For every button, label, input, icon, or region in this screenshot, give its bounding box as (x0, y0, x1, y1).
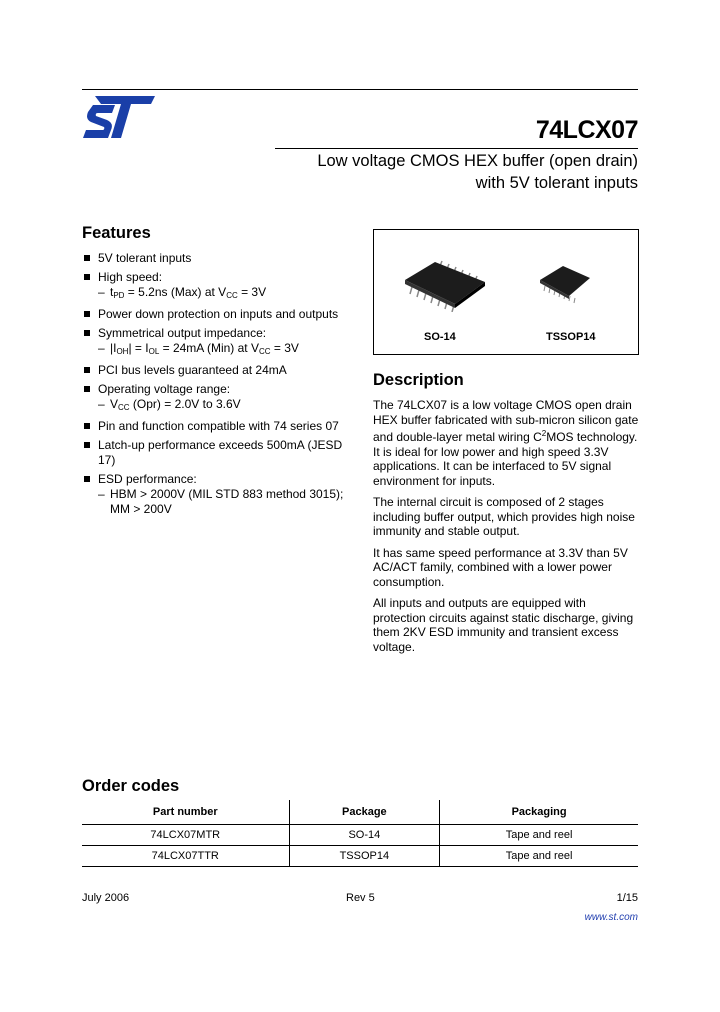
feature-item: Operating voltage range: – $V_{CC}$ (Opr) = 2.0V to 3.6V (82, 382, 362, 415)
description-paragraph: All inputs and outputs are equipped with protection circuits against static discharge, giving them 2KV ESD immunity and transient excess voltage. (373, 596, 634, 654)
feature-item: ESD performance: – HBM > 2000V (MIL STD 883 method 3015); MM > 200V (82, 472, 362, 517)
header-bottom-rule (275, 148, 638, 149)
footer-website-link[interactable]: www.st.com (584, 912, 638, 923)
description-paragraph: It has same speed performance at 3.3V than 5V AC/ACT family, combined with a lower power consumption. (373, 545, 628, 589)
st-logo (83, 96, 155, 138)
order-codes-table (82, 800, 638, 867)
description-paragraph: The 74LCX07 is a low voltage CMOS open drain HEX buffer fabricated with sub-micron silicon gate and double-layer metal wiring $C^2MOS$ technology. It is ideal for low power and high speed 3.3V applications. It can be interfaced to 5V signal environment for inputs. (373, 398, 639, 488)
so14-package-image (400, 252, 490, 312)
subtitle-line-2: with 5V tolerant inputs (475, 174, 638, 192)
table-header-row (82, 800, 638, 825)
column-header: Part number (82, 800, 289, 825)
footer-revision: Rev 5 (346, 892, 375, 904)
feature-item: 5V tolerant inputs (82, 251, 362, 266)
subtitle-line-1: Low voltage CMOS HEX buffer (open drain) (317, 152, 638, 170)
package-caption-tssop14: TSSOP14 (546, 331, 596, 343)
feature-item: Latch-up performance exceeds 500mA (JESD 17) (82, 438, 362, 468)
table-row (82, 846, 638, 867)
feature-item: High speed: – $t_{PD} = 5.2ns$ (Max) at $V_{CC} = 3V$ (82, 270, 362, 303)
description-paragraph: The internal circuit is composed of 2 stages including buffer output, which provides high noise immunity and stable output. (373, 495, 635, 538)
features-heading: Features (82, 224, 151, 242)
header-top-rule (82, 89, 638, 90)
table-cell: Tape and reel (440, 825, 638, 846)
feature-item: Power down protection on inputs and outputs (82, 307, 362, 322)
feature-item: Symmetrical output impedance: – $|I_{OH}| = I_{OL} = 24mA$ (Min) at $V_{CC} = 3V$ (82, 326, 362, 359)
table-cell: 74LCX07TTR (82, 846, 289, 867)
feature-subitem: – $t_{PD} = 5.2ns$ (Max) at $V_{CC} = 3V$ (98, 285, 362, 303)
footer-date: July 2006 (82, 892, 130, 904)
table-row (82, 825, 638, 846)
feature-item: Pin and function compatible with 74 series 07 (82, 419, 362, 434)
feature-subitem: – $|I_{OH}| = I_{OL} = 24mA$ (Min) at $V_{CC} = 3V$ (98, 341, 362, 359)
footer-page-number: 1/15 (616, 892, 638, 904)
table-cell: 74LCX07MTR (82, 825, 289, 846)
table-cell: SO-14 (289, 825, 440, 846)
table-cell: Tape and reel (440, 846, 638, 867)
part-number-title: 74LCX07 (535, 116, 638, 144)
description-heading: Description (373, 371, 464, 389)
order-codes-heading: Order codes (82, 777, 180, 795)
column-header: Packaging (440, 800, 638, 825)
description-body (373, 398, 639, 661)
features-list (82, 251, 362, 521)
tssop14-package-image (537, 260, 593, 306)
column-header: Package (289, 800, 440, 825)
package-caption-so14: SO-14 (424, 331, 456, 343)
feature-subitem: – $V_{CC}$ (Opr) = 2.0V to 3.6V (98, 397, 362, 415)
subtitle (317, 150, 638, 194)
feature-item: PCI bus levels guaranteed at 24mA (82, 363, 362, 378)
package-image-box (373, 229, 639, 355)
feature-subitem: – HBM > 2000V (MIL STD 883 method 3015); MM > 200V (98, 487, 362, 517)
table-cell: TSSOP14 (289, 846, 440, 867)
